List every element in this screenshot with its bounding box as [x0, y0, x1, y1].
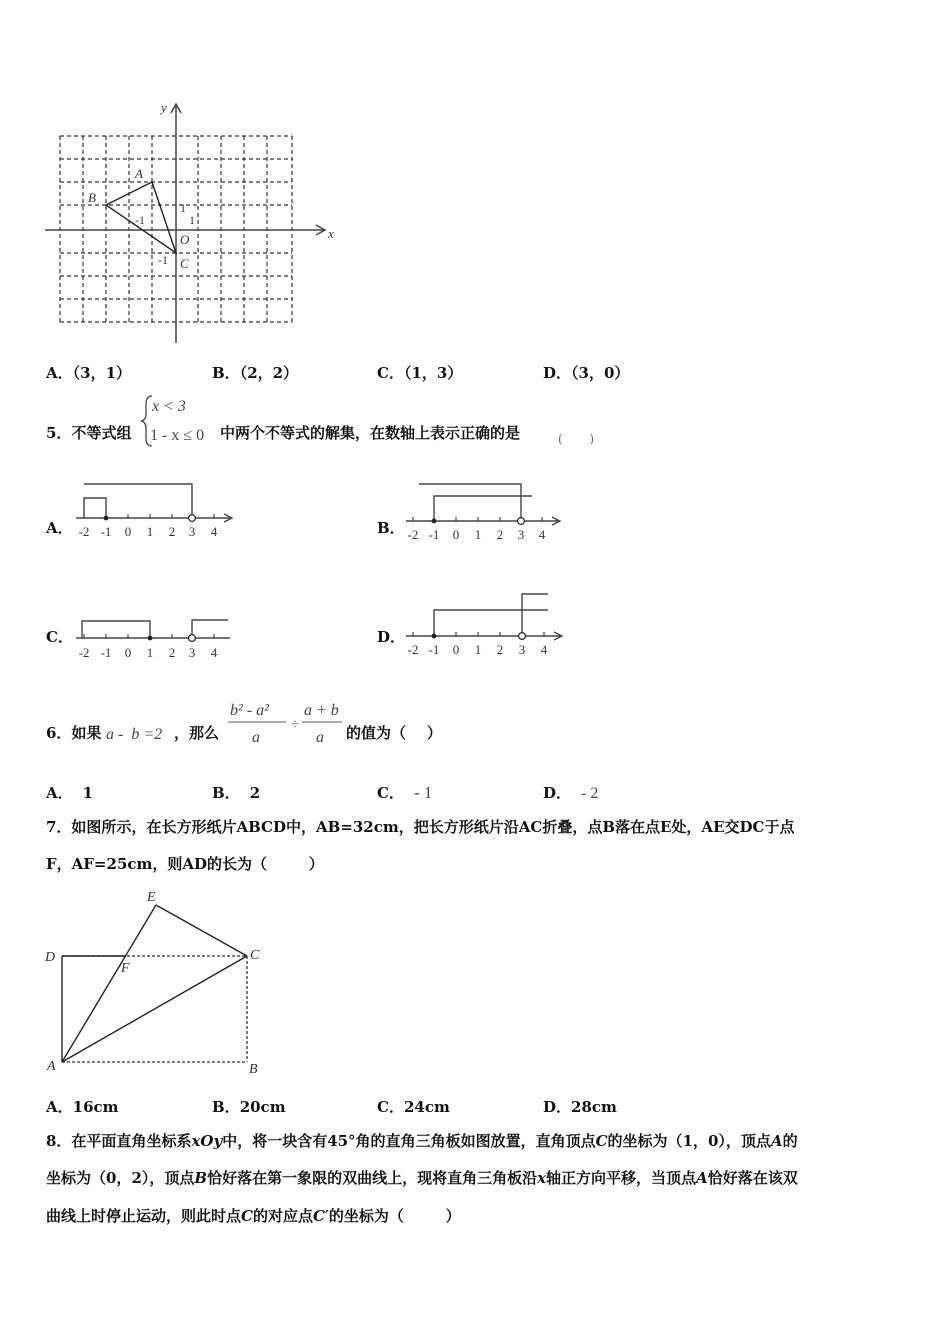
- q8-italic-x: x: [537, 1169, 547, 1187]
- tick-label: 4: [538, 527, 546, 542]
- y-axis-label: y: [161, 100, 167, 115]
- q6-stem-start: [46, 722, 101, 743]
- q8-italic-c: C: [595, 1132, 608, 1150]
- q6-option-d[interactable]: [543, 782, 598, 803]
- q5-numberline-a[interactable]: [72, 478, 242, 546]
- q4-option-a[interactable]: [46, 362, 131, 383]
- label-d: D: [45, 950, 56, 965]
- q6-text-if: 如果: [71, 724, 102, 742]
- option-text: 24cm: [403, 1098, 450, 1116]
- q8-text: 的对应点: [252, 1207, 313, 1225]
- tick-label: 2: [496, 527, 504, 542]
- ray-right: [434, 496, 532, 521]
- question-number: 5．: [46, 424, 72, 442]
- option-letter: C．: [377, 364, 404, 382]
- label-a: A: [47, 1059, 56, 1074]
- q8-italic-xoy: xOy: [191, 1132, 223, 1150]
- tick-label: -1: [428, 642, 440, 657]
- tick-label: 0: [452, 527, 460, 542]
- option-text: - 1: [413, 783, 433, 802]
- tick-label: 2: [168, 645, 176, 660]
- solid-point: [104, 516, 109, 521]
- q8-text: 坐标为（0，2），顶点: [46, 1169, 195, 1187]
- option-letter: D．: [543, 1098, 572, 1116]
- q6-condition: a - b =2: [106, 726, 163, 743]
- q5-stem-text: 不等式组: [71, 424, 132, 442]
- tick-label-x-neg1: -1: [135, 213, 145, 227]
- tick-label: 2: [496, 642, 504, 657]
- tick-label: 1: [474, 642, 482, 657]
- tick-label: 3: [517, 527, 525, 542]
- q8-italic-b: B: [194, 1169, 208, 1187]
- x-axis-label: x: [328, 226, 334, 241]
- q7-rectangle-fold-figure: [40, 886, 270, 1082]
- tick-label: -2: [78, 524, 90, 539]
- q7-option-d[interactable]: [543, 1096, 617, 1117]
- tick-label-y-1: 1: [180, 201, 186, 215]
- q8-text: 中，将一块含有45°角的直角三角板如图放置，直角顶点: [222, 1132, 596, 1150]
- q8-text: 恰好落在该双: [707, 1169, 798, 1187]
- q5-numberline-b[interactable]: [402, 478, 572, 546]
- option-letter: B．: [212, 364, 240, 382]
- q8-text: 的坐标为（ ）: [328, 1207, 461, 1225]
- tick-label: -2: [78, 645, 90, 660]
- option-letter: B．: [212, 1098, 240, 1116]
- frac1-denominator: a: [252, 729, 260, 746]
- system-line-2: 1 - x ≤ 0: [150, 427, 205, 444]
- q5-option-a-letter[interactable]: A．: [46, 519, 73, 537]
- q6-option-c[interactable]: [377, 782, 432, 803]
- q4-option-d[interactable]: [543, 362, 629, 383]
- tick-label: 0: [124, 645, 132, 660]
- option-text: （3，0）: [571, 364, 630, 382]
- solid-point: [432, 634, 437, 639]
- q8-text: 轴正方向平移，当顶点: [546, 1169, 697, 1187]
- hollow-point: [189, 515, 196, 522]
- ray-left: [84, 498, 106, 518]
- q5-brace-system: [140, 392, 220, 450]
- ray-right-2: [522, 594, 548, 636]
- option-letter: D．: [543, 784, 572, 802]
- ray-left: [82, 621, 150, 638]
- ray-right: [192, 620, 228, 638]
- option-letter: A．: [46, 784, 73, 802]
- ray-right: [84, 484, 192, 518]
- q7-line-1: 7．如图所示，在长方形纸片ABCD中，AB=32cm，把长方形纸片沿AC折叠，点B落在点E处，AE交DC于点: [46, 818, 795, 836]
- frac1-numerator: b² - a²: [230, 702, 269, 719]
- tick-label: 4: [210, 524, 218, 539]
- tick-label: 3: [188, 645, 196, 660]
- q6-option-a[interactable]: [46, 782, 93, 803]
- q5-stem-start: [46, 422, 131, 443]
- q8-text: 的: [782, 1132, 798, 1150]
- label-c: C: [180, 256, 189, 271]
- q6-text-then: ，那么: [174, 724, 220, 742]
- q5-answer-paren: ( ): [558, 432, 595, 446]
- q4-option-b[interactable]: [212, 362, 298, 383]
- solid-point: [148, 636, 153, 641]
- option-text: （3，1）: [72, 364, 132, 382]
- q5-numberline-d[interactable]: [402, 586, 572, 662]
- q5-option-d-letter[interactable]: D．: [377, 628, 406, 646]
- q7-option-b[interactable]: [212, 1096, 286, 1117]
- q8-italic-c-prime: C′: [312, 1207, 329, 1225]
- option-text: 28cm: [571, 1098, 617, 1116]
- hollow-point: [518, 518, 525, 525]
- tick-label: 4: [540, 642, 548, 657]
- solid-point: [432, 519, 437, 524]
- option-letter: B．: [212, 784, 240, 802]
- label-b: B: [88, 190, 96, 205]
- tick-label: -2: [407, 527, 419, 542]
- option-text: 16cm: [72, 1098, 119, 1116]
- segment-ac: [62, 956, 247, 1062]
- q8-italic-a: A: [696, 1169, 708, 1187]
- q8-text: 恰好落在第一象限的双曲线上，现将直角三角板沿: [207, 1169, 538, 1187]
- q6-text-end: 的值为（ ）: [346, 724, 442, 742]
- q5-option-c-letter[interactable]: C．: [46, 628, 73, 646]
- label-origin: O: [180, 232, 190, 247]
- label-a: A: [135, 166, 143, 181]
- ray-right: [434, 610, 548, 636]
- divide-sign: ÷: [291, 717, 300, 733]
- tick-label: -1: [428, 527, 440, 542]
- tick-label: 1: [146, 645, 154, 660]
- q8-italic-a: A: [770, 1132, 783, 1150]
- tick-label-x-1: 1: [189, 213, 195, 227]
- q7-line-2: F，AF=25cm，则AD的长为（ ）: [46, 855, 324, 873]
- system-line-1: x < 3: [152, 398, 186, 415]
- q6-expression: [224, 696, 346, 748]
- q5-stem-end: 中两个不等式的解集，在数轴上表示正确的是: [220, 424, 521, 442]
- option-text: - 2: [581, 785, 599, 802]
- option-letter: D．: [543, 364, 572, 382]
- tick-label: 0: [124, 524, 132, 539]
- label-b: B: [249, 1062, 258, 1077]
- tick-label: 1: [474, 527, 482, 542]
- tick-label: -1: [100, 524, 112, 539]
- q8-line-1: [46, 1130, 798, 1151]
- segment-ec: [156, 905, 247, 956]
- tick-label: 4: [210, 645, 218, 660]
- tick-label: -2: [407, 642, 419, 657]
- question-number: 6．: [46, 724, 72, 742]
- option-text: 1: [82, 784, 94, 802]
- tick-label: 3: [188, 524, 196, 539]
- hollow-point: [189, 635, 196, 642]
- q8-text: 8．在平面直角坐标系: [46, 1132, 192, 1150]
- label-f: F: [121, 961, 130, 976]
- frac2-denominator: a: [316, 729, 324, 746]
- option-text: （2，2）: [239, 364, 299, 382]
- option-letter: A．: [46, 364, 73, 382]
- option-text: （1，3）: [403, 364, 463, 382]
- tick-label: 1: [146, 524, 154, 539]
- q7-option-c[interactable]: [377, 1096, 450, 1117]
- q7-option-a[interactable]: [46, 1096, 119, 1117]
- q6-option-b[interactable]: [212, 782, 260, 803]
- q4-option-c[interactable]: [377, 362, 462, 383]
- q8-line-3: [46, 1205, 461, 1226]
- frac2-numerator: a + b: [304, 702, 339, 719]
- option-text: 20cm: [239, 1098, 286, 1116]
- q5-option-b-letter[interactable]: B．: [377, 519, 405, 537]
- coordinate-grid-figure: [40, 98, 340, 348]
- label-c: C: [250, 948, 260, 963]
- tick-label: -1: [100, 645, 112, 660]
- tick-label: 3: [518, 642, 526, 657]
- tick-label-y-neg1: -1: [158, 253, 168, 267]
- q8-italic-c: C: [241, 1207, 253, 1225]
- q8-line-2: [46, 1167, 798, 1188]
- option-text: 2: [249, 784, 261, 802]
- segment-ae: [62, 905, 156, 1062]
- q5-numberline-c[interactable]: [72, 606, 242, 666]
- label-e: E: [147, 890, 156, 905]
- q8-text: 曲线上时停止运动，则此时点: [46, 1207, 242, 1225]
- option-letter: C．: [377, 784, 404, 802]
- q8-text: 的坐标为（1，0），顶点: [607, 1132, 771, 1150]
- tick-label: 2: [168, 524, 176, 539]
- tick-label: 0: [452, 642, 460, 657]
- option-letter: A．: [46, 1098, 73, 1116]
- hollow-point: [519, 633, 526, 640]
- option-letter: C．: [377, 1098, 404, 1116]
